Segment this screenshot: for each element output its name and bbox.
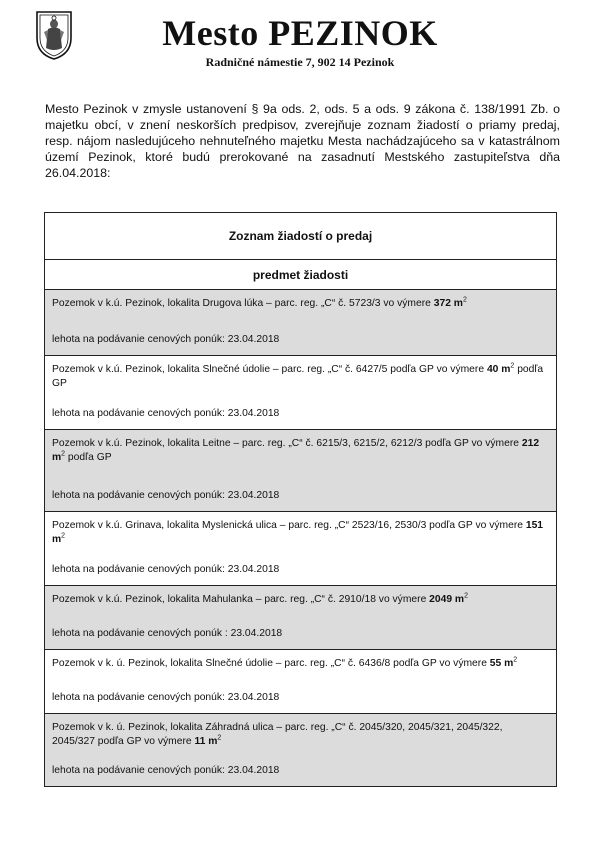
intro-paragraph: Mesto Pezinok v zmysle ustanovení § 9a ods. 2, ods. 5 a ods. 9 zákona č. 138/1991 Zb. o majetku obcí, v znení neskorších predpisov, zverejňuje zoznam žiadostí o priamy predaj, resp. nájom nasledujúceho nehnuteľného majetku Mesta nachádzajúceho sa v katastrálnom území Pezinok, ktoré budú prerokované na zasadnutí Mestského zastupiteľstva dňa 26.04.2018:: [45, 102, 560, 180]
row-description: Pozemok v k. ú. Pezinok, lokalita Záhradná ulica – parc. reg. „C“ č. 2045/320, 2045/321, 2045/322, 2045/327 podľa GP vo výmere 11 $m^2$: [52, 722, 503, 747]
row-deadline: lehota na podávanie cenových ponúk: 23.04.2018: [52, 490, 280, 501]
page-title: Mesto PEZINOK: [162, 13, 438, 53]
area-value: 2049 m: [429, 594, 465, 605]
row-deadline: lehota na podávanie cenových ponúk: 23.04.2018: [52, 334, 280, 345]
area-value: 372 m: [433, 298, 463, 309]
row-description: Pozemok v k.ú. Pezinok, lokalita Drugova lúka – parc. reg. „C“ č. 5723/3 vo výmere 372 $m^2$: [52, 296, 467, 309]
requests-table: [44, 212, 557, 787]
row-deadline: lehota na podávanie cenových ponúk : 23.04.2018: [52, 628, 283, 639]
row-description: Pozemok v k.ú. Pezinok, lokalita Leitne – parc. reg. „C“ č. 6215/3, 6215/2, 6212/3 podľa GP vo výmere 212 $m^2$ podľa GP: [52, 438, 540, 463]
area-value: 151 m: [52, 520, 544, 545]
table-heading: [45, 213, 556, 259]
table-row: [45, 511, 556, 585]
area-value: 212 m: [52, 438, 540, 463]
table-subheading-text: predmet žiadosti: [252, 267, 349, 282]
row-description: Pozemok v k. ú. Pezinok, lokalita Slnečné údolie – parc. reg. „C“ č. 6436/8 podľa GP vo výmere 55 $m^2$: [52, 656, 518, 669]
row-description: Pozemok v k.ú. Grinava, lokalita Myslenická ulica – parc. reg. „C“ 2523/16, 2530/3 podľa GP vo výmere 151 $m^2$: [52, 520, 544, 545]
table-row: [45, 585, 556, 649]
area-value: 40 m: [486, 364, 511, 375]
area-value: 11 m: [194, 736, 218, 747]
table-row: [45, 713, 556, 786]
row-description: Pozemok v k.ú. Pezinok, lokalita Mahulanka – parc. reg. „C“ č. 2910/18 vo výmere 2049 $m^2$: [52, 592, 468, 605]
row-deadline: lehota na podávanie cenových ponúk: 23.04.2018: [52, 408, 280, 419]
table-row: [45, 355, 556, 429]
row-deadline: lehota na podávanie cenových ponúk: 23.04.2018: [52, 564, 280, 575]
table-row: [45, 649, 556, 713]
area-value: 55 m: [489, 658, 514, 669]
table-row: [45, 289, 556, 355]
address-line: Radničné námestie 7, 902 14 Pezinok: [205, 55, 395, 69]
letterhead: [0, 0, 600, 80]
row-deadline: lehota na podávanie cenových ponúk: 23.04.2018: [52, 692, 280, 703]
table-row: [45, 429, 556, 511]
row-description: Pozemok v k.ú. Pezinok, lokalita Slnečné údolie – parc. reg. „C“ č. 6427/5 podľa GP vo výmere 40 $m^2$ podľa GP: [52, 362, 544, 389]
table-heading-text: Zoznam žiadostí o predaj: [228, 229, 373, 243]
row-deadline: lehota na podávanie cenových ponúk: 23.04.2018: [52, 765, 280, 776]
table-subheading: [45, 259, 556, 289]
